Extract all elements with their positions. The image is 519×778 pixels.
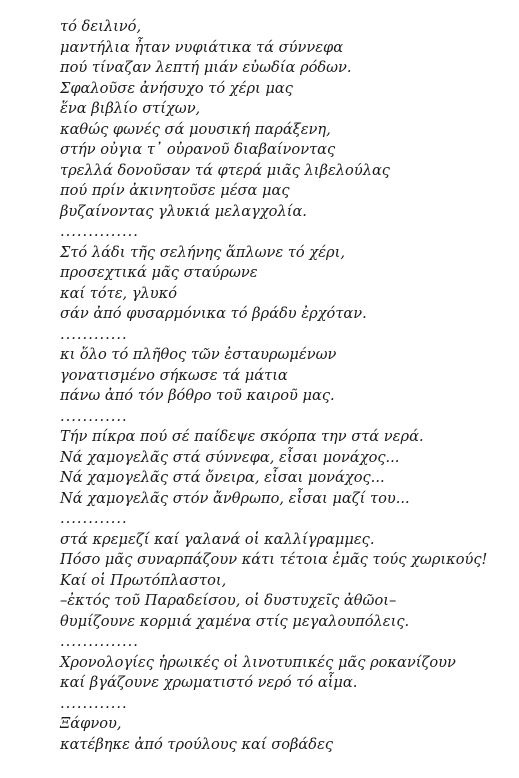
- poem-line: γονατισμένο σήκωσε τά μάτια: [60, 366, 288, 384]
- poem-line: πού τίναζαν λεπτή μιάν εὐωδία ρόδων.: [60, 59, 352, 76]
- poem-line: κι ὅλο τό πλῆθος τῶν ἐσταυρωμένων: [60, 346, 337, 363]
- poem-line: Πόσο μᾶς συναρπάζουν κάτι τέτοια ἐμᾶς τούς χωρικούς!: [60, 551, 488, 568]
- poem-line: Στό λάδι τῆς σελήνης ἅπλωνε τό χέρι,: [60, 243, 345, 261]
- poem-line: πού πρίν ἀκινητοῦσε μέσα μας: [60, 182, 290, 199]
- poem-line: κατέβηκε ἀπό τρούλους καί σοβάδες: [60, 735, 334, 753]
- poem-line: μαντήλια ἦταν νυφιάτικα τά σύννεφα: [60, 38, 344, 56]
- poem-text: [60, 17, 510, 755]
- poem-line: καθώς φωνές σά μουσική παράξενη,: [60, 120, 331, 138]
- section-separator: ............: [60, 510, 128, 527]
- poem-line: Νά χαμογελᾶς στά ὄνειρα, εἶσαι μονάχος...: [60, 469, 385, 486]
- poem-line: πάνω ἀπό τόν βόθρο τοῦ καιροῦ μας.: [60, 387, 335, 404]
- poem-line: στήν οὐγια τ᾽ οὐρανοῦ διαβαίνοντας: [60, 141, 336, 158]
- section-separator: ..............: [60, 223, 139, 240]
- poem-line: Καί οἱ Πρωτόπλαστοι,: [60, 571, 227, 589]
- poem-line: θυμίζουνε κορμιά χαμένα στίς μεγαλουπόλεις.: [60, 612, 410, 630]
- poem-line: Ξάφνου,: [60, 715, 122, 732]
- poem-line: Νά χαμογελᾶς στόν ἄνθρωπο, εἶσαι μαζί του...: [60, 489, 410, 507]
- poem-line: Νά χαμογελᾶς στά σύννεφα, εἶσαι μονάχος...: [60, 448, 400, 466]
- poem-line: Σφαλοῦσε ἀνήσυχο τό χέρι μας: [60, 79, 293, 97]
- poem-line: στά κρεμεζί καί γαλανά οἱ καλλίγραμμες.: [60, 530, 375, 548]
- section-separator: ..............: [60, 633, 139, 650]
- section-separator: ............: [60, 694, 128, 712]
- poem-line: ἕνα βιβλίο στίχων,: [60, 100, 201, 117]
- poem-line: καί βγάζουνε χρωματιστό νερό τό αἷμα.: [60, 674, 358, 691]
- poem-line: –ἐκτός τοῦ Παραδείσου, οἱ δυστυχεῖς ἀθῶοι–: [60, 592, 397, 609]
- section-separator: ............: [60, 407, 128, 425]
- poem-line: τρελλά δονοῦσαν τά φτερά μιᾶς λιβελούλας: [60, 161, 390, 179]
- poem-line: καί τότε, γλυκό: [60, 284, 178, 302]
- poem-line: τό δειλινό,: [60, 18, 142, 35]
- poem-line: Τήν πίκρα πού σέ παίδεψε σκόρπα την στά νερά.: [60, 428, 424, 445]
- poem-line: βυζαίνοντας γλυκιά μελαγχολία.: [60, 202, 307, 220]
- section-separator: ............: [60, 325, 128, 343]
- poem-line: προσεχτικά μᾶς σταύρωνε: [60, 264, 258, 281]
- poem-line: Χρονολογίες ἡρωικές οἱ λινοτυπικές μᾶς ροκανίζουν: [60, 653, 456, 671]
- poem-line: σάν ἀπό φυσαρμόνικα τό βράδυ ἐρχόταν.: [60, 305, 367, 322]
